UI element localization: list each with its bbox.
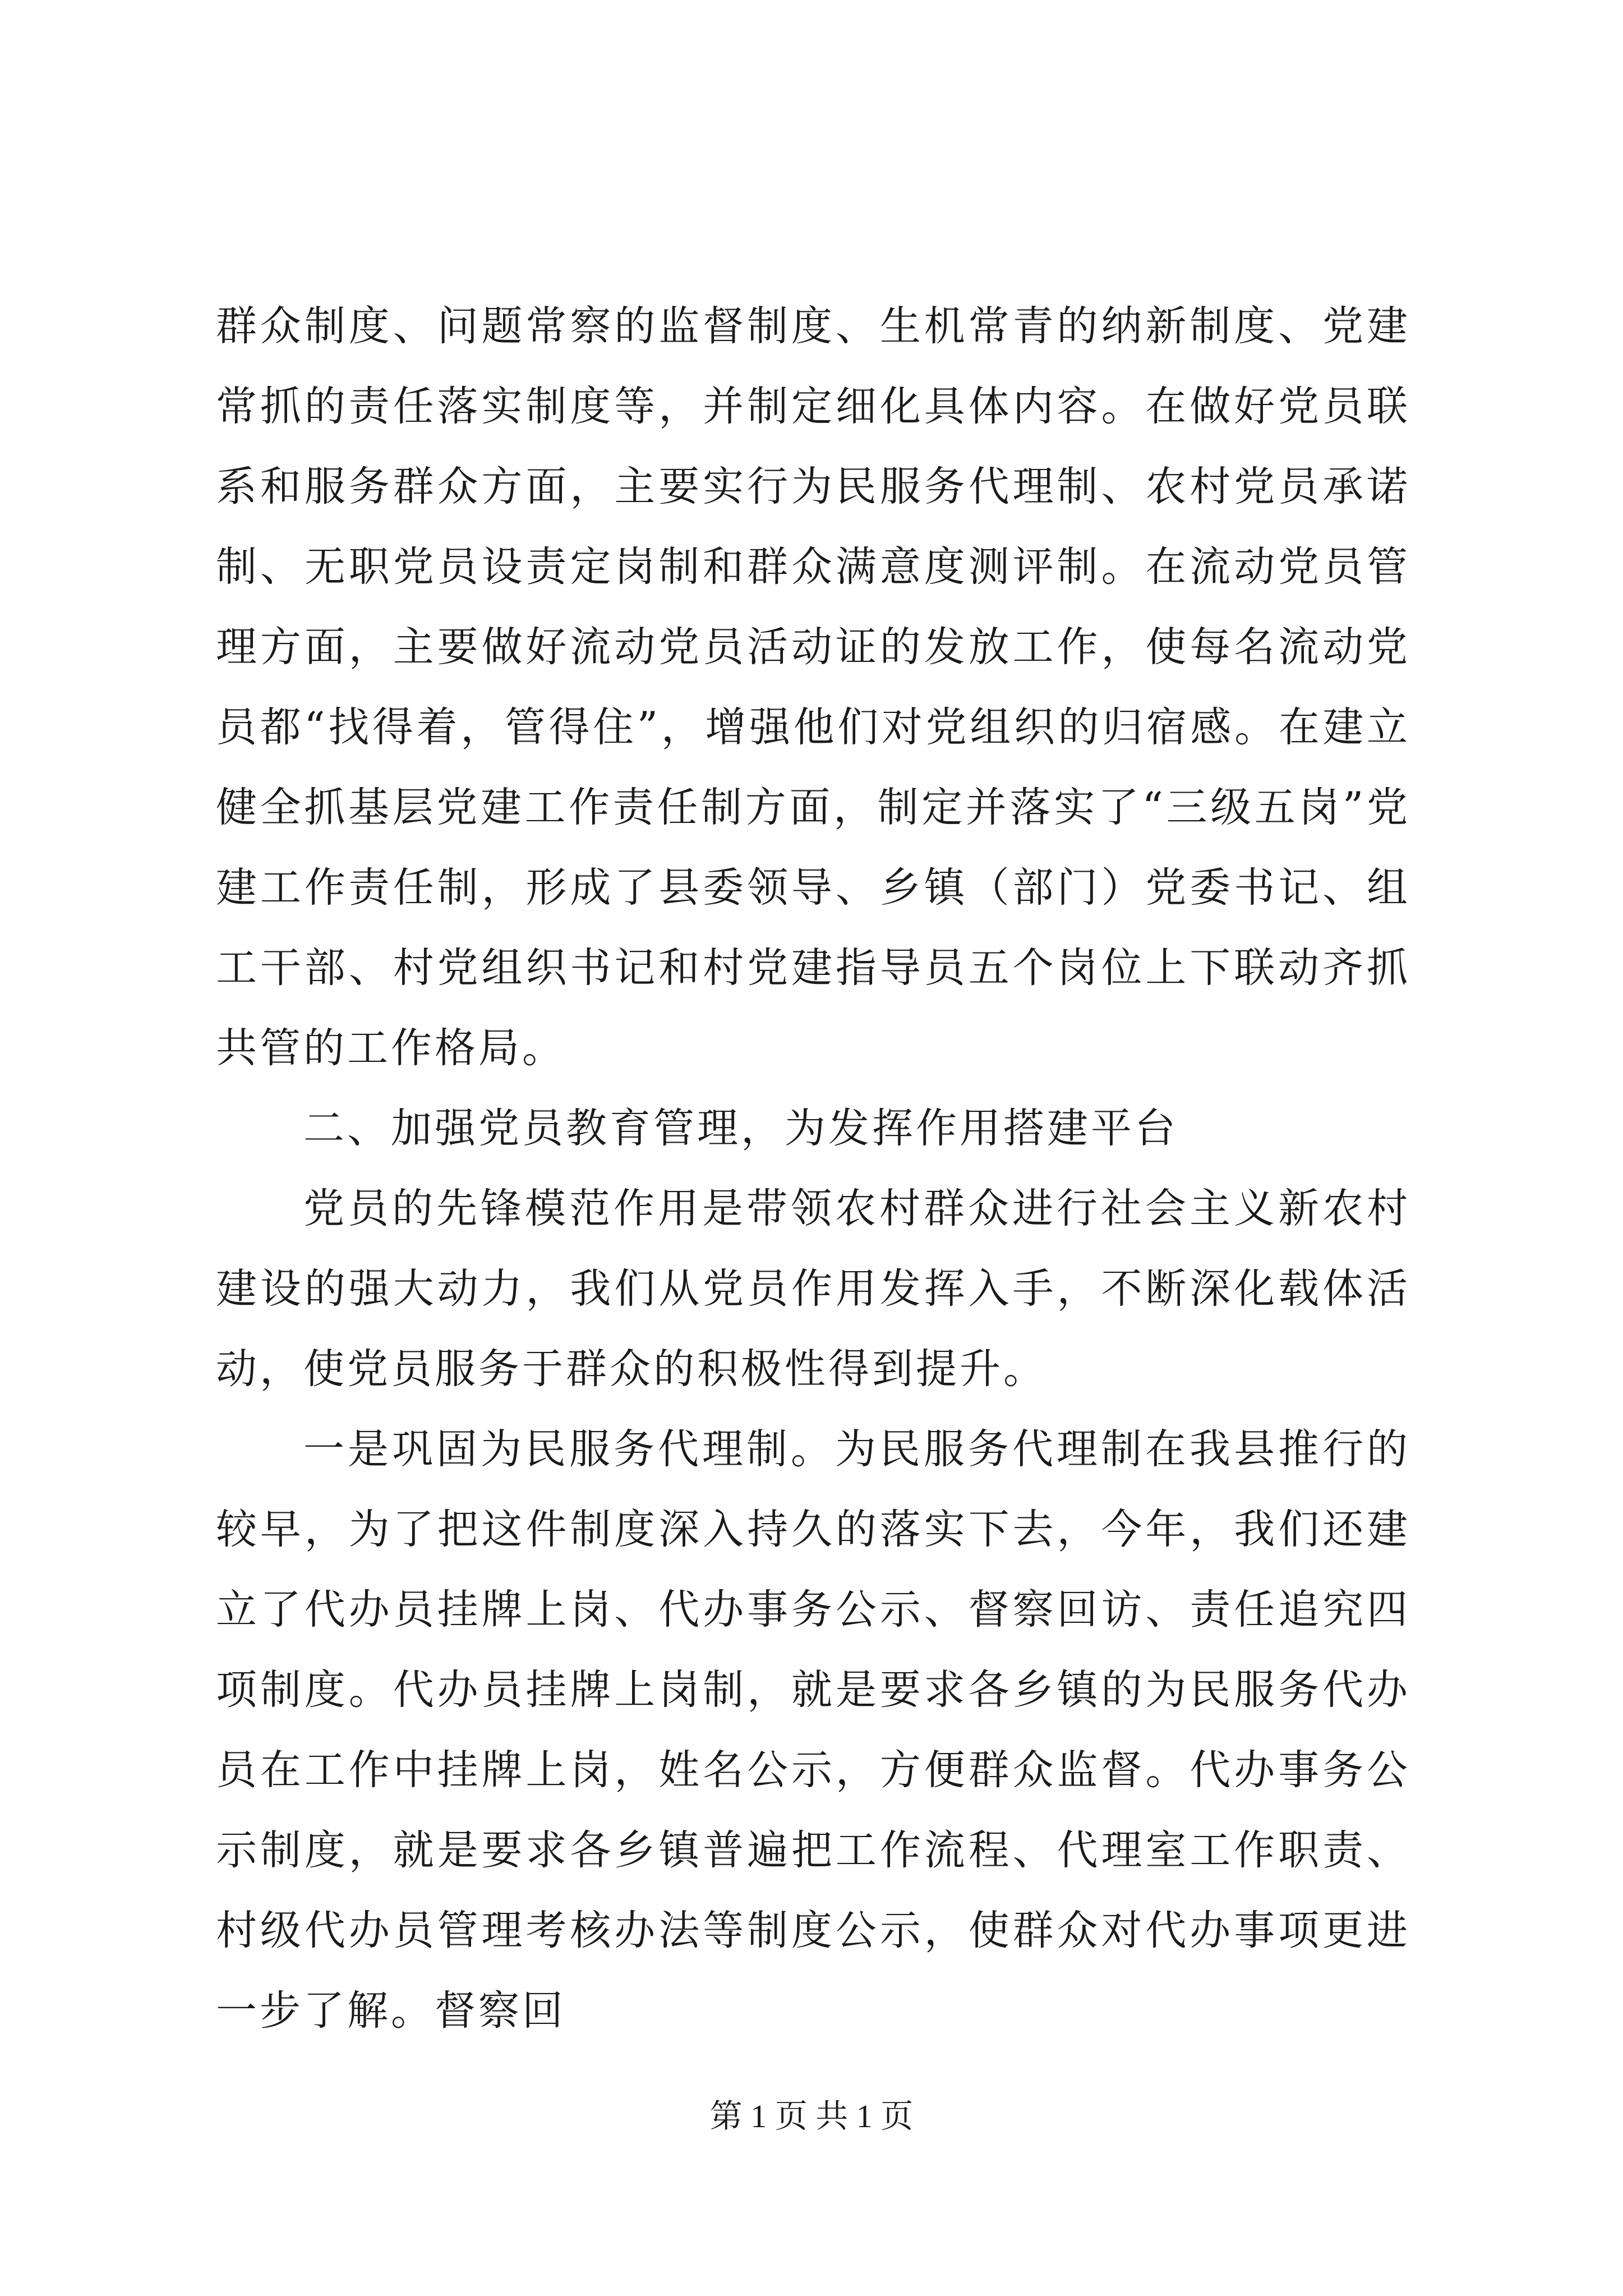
document-body bbox=[216, 286, 1410, 2051]
page-footer: 第 1 页 共 1 页 bbox=[709, 2098, 914, 2134]
section-heading: 二、加强党员教育管理，为发挥作用搭建平台 bbox=[303, 1105, 1178, 1152]
body-paragraph-2: 党员的先锋模范作用是带领农村群众进行社会主义新农村建设的强大动力，我们从党员作用发挥入手，不断深化载体活动，使党员服务于群众的积极性得到提升。 bbox=[216, 1185, 1410, 1393]
body-paragraph-1: 群众制度、问题常察的监督制度、生机常青的纳新制度、党建常抓的责任落实制度等，并制定细化具体内容。在做好党员联系和服务群众方面，主要实行为民服务代理制、农村党员承诺制、无职党员设责定岗制和群众满意度测评制。在流动党员管理方面，主要做好流动党员活动证的发放工作，使每名流动党员都“找得着，管得住”，增强他们对党组织的归宿感。在建立健全抓基层党建工作责任制方面，制定并落实了“三级五岗”党建工作责任制，形成了县委领导、乡镇（部门）党委书记、组工干部、村党组织书记和村党建指导员五个岗位上下联动齐抓共管的工作格局。 bbox=[216, 302, 1410, 1072]
body-paragraph-3: 一是巩固为民服务代理制。为民服务代理制在我县推行的较早，为了把这件制度深入持久的落实下去，今年，我们还建立了代办员挂牌上岗、代办事务公示、督察回访、责任追究四项制度。代办员挂牌上岗制，就是要求各乡镇的为民服务代办员在工作中挂牌上岗，姓名公示，方便群众监督。代办事务公示制度，就是要求各乡镇普遍把工作流程、代理室工作职责、村级代办员管理考核办法等制度公示，使群众对代办事项更进一步了解。督察回 bbox=[216, 1425, 1410, 2035]
